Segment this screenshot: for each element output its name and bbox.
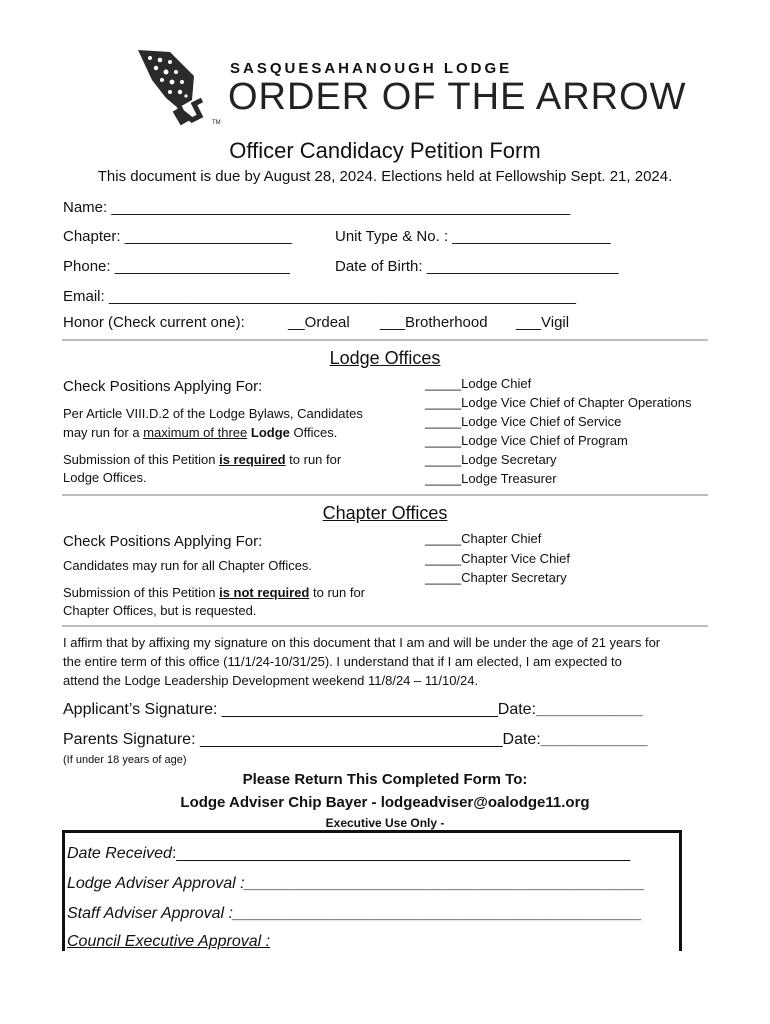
lodge-offices-heading: Lodge Offices: [329, 348, 441, 368]
form-subtitle: This document is due by August 28, 2024. Elections held at Fellowship Sept. 21, 2024.: [97, 168, 673, 185]
applicant-signature-field[interactable]: Applicant’s Signature: _______________________________Date:____________: [63, 701, 643, 718]
honor-vigil-checkbox[interactable]: ___Vigil: [516, 314, 570, 331]
bylaws-text-line1: Per Article VIII.D.2 of the Lodge Bylaws, Candidates: [63, 406, 363, 421]
unit-field[interactable]: Unit Type & No. : ___________________: [335, 228, 611, 245]
return-heading: Please Return This Completed Form To:: [242, 771, 528, 788]
lodge-position-option[interactable]: _____Lodge Chief: [425, 376, 532, 391]
section-divider: [62, 494, 708, 496]
return-address: Lodge Adviser Chip Bayer - lodgeadviser@oalodge11.org: [180, 794, 590, 811]
chapter-submission-line1: Submission of this Petition is not required to run for: [63, 585, 366, 600]
trademark-symbol: TM: [212, 120, 221, 126]
name-field[interactable]: Name: _______________________________________________________: [63, 199, 571, 216]
parent-signature-field[interactable]: Parents Signature: __________________________________Date:____________: [63, 731, 648, 748]
chapter-position-option[interactable]: _____Chapter Chief: [425, 531, 542, 546]
chapter-field[interactable]: Chapter: ____________________: [63, 228, 292, 245]
lodge-position-option[interactable]: _____Lodge Vice Chief of Chapter Operations: [425, 395, 692, 410]
date-received-field[interactable]: Date Received:___________________________________________________: [67, 845, 631, 862]
affirmation-line: the entire term of this office (11/1/24-10/31/25). I understand that if I am elected, I am expected to: [63, 654, 622, 669]
dob-field[interactable]: Date of Birth: _______________________: [335, 258, 619, 275]
section-divider: [62, 625, 708, 627]
chapter-submission-line2: Chapter Offices, but is requested.: [63, 603, 257, 618]
lodge-name: SASQUESAHANOUGH LODGE: [230, 60, 513, 77]
lodge-position-option[interactable]: _____Lodge Secretary: [425, 452, 557, 467]
bylaws-text-line2: may run for a maximum of three Lodge Offices.: [63, 425, 338, 440]
lodge-submission-line2: Lodge Offices.: [63, 470, 147, 485]
chapter-check-label: Check Positions Applying For:: [63, 533, 263, 550]
honor-brotherhood-checkbox[interactable]: ___Brotherhood: [380, 314, 488, 331]
lodge-submission-line1: Submission of this Petition is required to run for: [63, 452, 342, 467]
phone-field[interactable]: Phone: _____________________: [63, 258, 290, 275]
lodge-check-label: Check Positions Applying For:: [63, 378, 263, 395]
chapter-note: Candidates may run for all Chapter Offices.: [63, 558, 313, 573]
section-divider: [62, 339, 708, 341]
lodge-adviser-approval-field[interactable]: Lodge Adviser Approval :_____________________________________________: [67, 875, 646, 892]
chapter-position-option[interactable]: _____Chapter Vice Chief: [425, 551, 571, 566]
executive-use-box: [62, 830, 682, 951]
honor-ordeal-checkbox[interactable]: __Ordeal: [288, 314, 350, 331]
lodge-position-option[interactable]: _____Lodge Vice Chief of Service: [425, 414, 622, 429]
arrowhead-logo-icon: [136, 46, 226, 126]
lodge-position-option[interactable]: _____Lodge Treasurer: [425, 471, 557, 486]
executive-use-label: Executive Use Only -: [325, 816, 445, 830]
affirmation-line: I affirm that by affixing my signature on this document that I am and will be under the age of 21 years for: [63, 635, 661, 650]
form-title: Officer Candidacy Petition Form: [229, 138, 541, 163]
council-executive-approval-field[interactable]: Council Executive Approval :: [67, 933, 271, 950]
chapter-offices-heading: Chapter Offices: [322, 503, 448, 523]
honor-label: Honor (Check current one):: [63, 314, 245, 331]
email-field[interactable]: Email: ________________________________________________________: [63, 288, 577, 305]
org-title: ORDER OF THE ARROW: [228, 76, 687, 118]
parent-signature-note: (If under 18 years of age): [63, 754, 187, 766]
lodge-position-option[interactable]: _____Lodge Vice Chief of Program: [425, 433, 628, 448]
affirmation-line: attend the Lodge Leadership Development weekend 11/8/24 – 11/10/24.: [63, 673, 479, 688]
staff-adviser-approval-field[interactable]: Staff Adviser Approval :______________________________________________: [67, 905, 643, 922]
chapter-position-option[interactable]: _____Chapter Secretary: [425, 570, 567, 585]
